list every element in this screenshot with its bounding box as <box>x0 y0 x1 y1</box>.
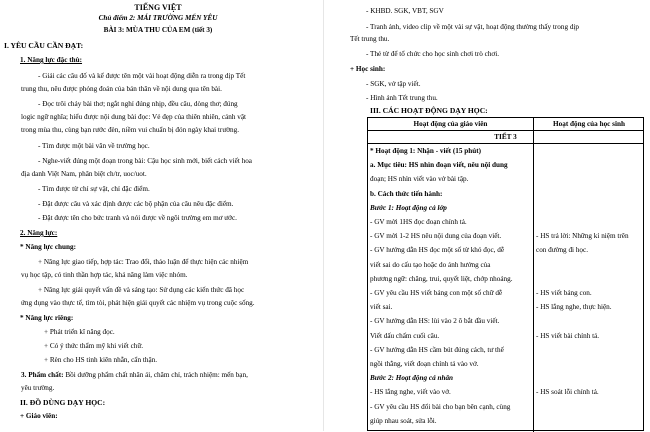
paragraph-line: - Tìm được một bài văn về trường học. <box>38 142 150 150</box>
period-row: TIẾT 3 <box>494 133 517 141</box>
teacher-activity-line: giúp nhau soát, sửa lỗi. <box>370 416 437 425</box>
teacher-activity-line: đoạn; HS nhìn viết vào vở bài tập. <box>370 175 469 184</box>
body-text: HS nhìn đoạn viết, nêu nội dung <box>406 161 508 170</box>
paragraph-line: - Đặt được câu và xác định được các bộ phận của câu nêu đặc điểm. <box>38 200 234 208</box>
paragraph-line: - Tìm được từ chỉ sự vật, chỉ đặc điểm. <box>38 185 150 193</box>
paragraph-line: + Năng lực giải quyết vấn đề và sáng tạo: Sử dụng các kiến thức đã học <box>38 286 245 294</box>
teacher-activity-line: - GV hướng dẫn HS: lùi vào 2 ô bắt đầu viết. <box>370 317 500 326</box>
teacher-activity-line: Viết dấu chấm cuối câu. <box>370 331 440 340</box>
subject-title: TIẾNG VIỆT <box>134 3 182 12</box>
teacher-activity-line: * Hoạt động 1: Nhận - viết (15 phút) <box>370 147 482 155</box>
row-divider <box>368 143 643 144</box>
subheading-2: 2. Năng lực: <box>20 229 58 237</box>
paragraph-line: yêu trường. <box>21 384 55 392</box>
paragraph-line: địa danh Việt Nam, phân biệt ch/tr, uoc/uot. <box>21 170 147 178</box>
paragraph-line: trong mùa thu, cùng bạn rước đèn, niềm vui chuẩn bị đón ngày khai trường. <box>21 126 239 134</box>
paragraph-line: - KHBD. SGK, VBT, SGV <box>366 7 444 15</box>
label-text: a. Mục tiêu: <box>370 161 407 170</box>
teacher-activity-line: viết sai. <box>370 303 393 312</box>
subheading-general: * Năng lực chung: <box>20 243 77 251</box>
paragraph-line: - SGK, vở tập viết. <box>366 80 421 88</box>
teacher-activity-line: viết sai do cấu tạo hoặc do ảnh hưởng của <box>370 260 491 269</box>
student-activity-line: - HS lắng nghe, thực hiện. <box>536 303 612 312</box>
paragraph-line: + Rèn cho HS tinh kiên nhẫn, cẩn thận. <box>44 356 158 364</box>
paragraph-line: trung thu, nêu được phỏng đoán của bản thân về nội dung qua tên bài. <box>21 85 222 93</box>
subheading-teacher: + Giáo viên: <box>20 412 58 420</box>
teacher-activity-line <box>370 161 508 170</box>
lesson-title: BÀI 3: MÙA THU CỦA EM (tiết 3) <box>103 26 213 34</box>
paragraph-line: - Nghe-viết đúng một đoạn trong bài: Cậu học sinh mới, biết cách viết hoa <box>38 157 252 165</box>
column-divider <box>533 118 534 432</box>
teacher-activity-line: Bước 1: Hoạt động cả lớp <box>370 203 447 212</box>
student-activity-line: - HS trả lời: Những kỉ niệm trên <box>536 232 629 241</box>
student-activity-line: - HS viết bảng con. <box>536 289 592 297</box>
paragraph-line <box>21 371 248 380</box>
paragraph-line: - Đọc trôi chảy bài thơ; ngắt nghỉ đúng nhịp, đều câu, dòng thơ; đúng <box>38 100 238 108</box>
teacher-activity-line: ngồi thẳng, viết đoạn chính tả vào vở. <box>370 360 479 368</box>
theme-heading: Chủ điểm 2: MÁI TRƯỜNG MẾN YÊU <box>98 14 218 22</box>
paragraph-line: ứng dụng vào thực tế, tìm tòi, phát hiện giải quyết các nhiệm vụ trong cuộc sống. <box>21 299 255 307</box>
teacher-activity-line: phương ngữ: chăng, trui, quyết liệt, chớp nhoáng. <box>370 274 513 283</box>
paragraph-line: - Tranh ảnh, video clip về một vài sự vật, hoạt động thường thấy trong dịp <box>366 23 580 31</box>
teacher-activity-line: - GV hướng dẫn HS đọc một số từ khó đọc, dễ <box>370 246 505 255</box>
paragraph-text: Bồi dưỡng phẩm chất nhân ái, chăm chỉ, trách nhiệm: mến bạn, <box>65 371 248 379</box>
paragraph-line: - Thẻ từ để tổ chức cho học sinh chơi trò chơi. <box>366 50 500 58</box>
paragraph-line: - Giải các câu đố và kể được tên một vài hoạt động diễn ra trong dịp Tết <box>38 72 246 80</box>
paragraph-line: + Năng lực giao tiếp, hợp tác: Trao đổi, thảo luận để thực hiện các nhiệm <box>38 258 249 266</box>
subheading-student: + Học sinh: <box>350 65 386 73</box>
student-activity-line: - HS soát lỗi chính tả. <box>536 388 599 397</box>
student-activity-line: con đường đi học. <box>536 246 589 255</box>
subheading-1: 1. Năng lực đặc thù: <box>20 56 83 64</box>
row-divider <box>368 130 643 131</box>
teacher-activity-line: - HS lắng nghe, viết vào vở. <box>370 388 451 397</box>
column-header-student: Hoạt động của học sinh <box>553 120 625 128</box>
paragraph-line: logic ngữ nghĩa; hiểu được nội dung bài đọc: Vẻ đẹp của thiên nhiên, cảnh vật <box>21 113 247 121</box>
subheading-specific: * Năng lực riêng: <box>20 314 74 322</box>
teacher-activity-line: - GV hướng dẫn HS cầm bút đúng cách, tư thế <box>370 345 504 354</box>
section-heading-1: I. YÊU CẦU CẦN ĐẠT: <box>4 41 84 50</box>
paragraph-line: + Phát triển kĩ năng đọc. <box>44 328 115 336</box>
teacher-activity-line: - GV mời 1-2 HS nêu nội dung của đoạn viết. <box>370 232 502 241</box>
paragraph-line: - Đặt được tên cho bức tranh và nói được về ngôi trường em mơ ước. <box>38 214 237 222</box>
paragraph-line: Tết trung thu. <box>350 35 390 43</box>
column-header-teacher: Hoạt động của giáo viên <box>413 120 488 128</box>
teacher-activity-line: - GV yêu cầu HS viết bảng con một số chữ dễ <box>370 289 503 297</box>
page-divider <box>323 0 324 431</box>
section-heading-2: II. ĐỒ DÙNG DẠY HỌC: <box>20 398 106 407</box>
teacher-activity-line: b. Cách thức tiến hành: <box>370 189 443 198</box>
paragraph-line: + Có ý thức thẩm mỹ khi viết chữ. <box>44 342 144 350</box>
activity-table <box>367 117 644 431</box>
subheading-3: 3. Phẩm chất: <box>21 371 64 379</box>
teacher-activity-line: - GV mời 1HS đọc đoạn chính tả. <box>370 218 467 226</box>
paragraph-line: vụ học tập, có tinh thần hợp tác, khả năng làm việc nhóm. <box>21 271 188 279</box>
teacher-activity-line: - GV yêu cầu HS đổi bài cho bạn bên cạnh, cùng <box>370 402 511 411</box>
student-activity-line: - HS viết bài chính tả. <box>536 331 600 340</box>
paragraph-line: - Hình ảnh Tết trung thu. <box>366 94 438 102</box>
teacher-activity-line: Bước 2: Hoạt động cá nhân <box>370 374 454 383</box>
section-heading-3: III. CÁC HOẠT ĐỘNG DẠY HỌC: <box>370 106 488 115</box>
